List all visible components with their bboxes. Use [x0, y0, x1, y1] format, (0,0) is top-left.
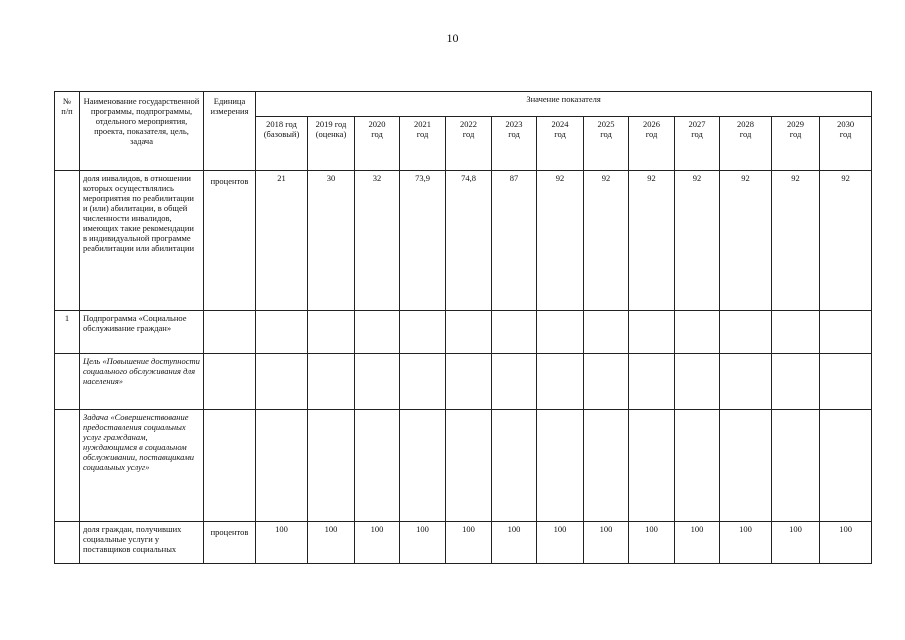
header-year-10 — [720, 117, 772, 171]
row-value — [400, 410, 446, 522]
row-value: 100 — [256, 522, 308, 564]
row-value — [675, 410, 720, 522]
row-value: 92 — [820, 171, 872, 311]
header-year-note: год — [554, 129, 566, 140]
row-value — [537, 311, 584, 354]
row-value — [820, 410, 872, 522]
row-value: 74,8 — [446, 171, 492, 311]
row-unit — [204, 311, 256, 354]
header-year-note: год — [739, 129, 752, 140]
header-year-1 — [308, 117, 355, 171]
header-year-label: 2024 — [551, 119, 569, 129]
row-value — [400, 354, 446, 410]
row-value: 100 — [400, 522, 446, 564]
page-number: 10 — [446, 31, 459, 45]
row-name: Цель «Повышение доступности социального обслуживания для населения» — [80, 354, 204, 410]
header-year-note: год — [789, 129, 802, 140]
row-value: 92 — [629, 171, 675, 311]
header-year-11 — [772, 117, 820, 171]
row-unit — [204, 354, 256, 410]
row-value — [820, 311, 872, 354]
header-year-label: 2026 — [643, 119, 660, 129]
row-value — [492, 311, 537, 354]
header-year-label: 2021 — [414, 119, 431, 129]
row-number — [55, 522, 80, 564]
row-value — [584, 354, 629, 410]
row-value: 100 — [629, 522, 675, 564]
row-name: Подпрограмма «Социальное обслуживание граждан» — [80, 311, 204, 354]
row-unit: процентов — [204, 522, 256, 564]
header-year-label: 2025 — [597, 119, 615, 129]
table-row — [55, 410, 872, 522]
row-value — [772, 311, 820, 354]
header-year-6 — [537, 117, 584, 171]
row-value: 73,9 — [400, 171, 446, 311]
row-value — [584, 311, 629, 354]
header-year-note: год — [645, 129, 658, 140]
header-year-label: 2022 — [460, 119, 477, 129]
header-year-label: 2027 — [688, 119, 706, 129]
row-value: 21 — [256, 171, 308, 311]
header-year-12 — [820, 117, 872, 171]
row-value — [308, 311, 355, 354]
row-value — [446, 311, 492, 354]
row-value — [400, 311, 446, 354]
header-year-label: 2019 год — [315, 119, 347, 129]
header-year-0 — [256, 117, 308, 171]
header-year-note: (оценка) — [315, 129, 347, 140]
row-number — [55, 171, 80, 311]
header-values-group: Значение показателя — [256, 92, 872, 117]
row-value — [537, 410, 584, 522]
table-row — [55, 522, 872, 564]
row-unit: процентов — [204, 171, 256, 311]
row-value — [675, 354, 720, 410]
row-value — [629, 354, 675, 410]
row-value: 100 — [772, 522, 820, 564]
row-value: 92 — [675, 171, 720, 311]
row-value: 100 — [308, 522, 355, 564]
header-year-7 — [584, 117, 629, 171]
row-number — [55, 410, 80, 522]
header-year-note: год — [600, 129, 612, 140]
header-year-note: год — [462, 129, 475, 140]
row-value: 100 — [446, 522, 492, 564]
indicator-table — [54, 91, 872, 564]
row-value — [308, 354, 355, 410]
row-value: 100 — [584, 522, 629, 564]
header-year-note: год — [371, 129, 383, 140]
row-value: 92 — [772, 171, 820, 311]
row-value — [720, 354, 772, 410]
table-row — [55, 354, 872, 410]
header-year-label: 2028 — [737, 119, 754, 129]
row-name: доля инвалидов, в отношении которых осуществлялись мероприятия по реабилитации и (или) абилитации, в общей численности инвалидов, имеющих такие рекомендации в индивидуальной программе реабилитации или абилитации — [80, 171, 204, 311]
row-value — [308, 410, 355, 522]
header-year-9 — [675, 117, 720, 171]
row-value — [629, 311, 675, 354]
header-year-note: год — [839, 129, 852, 140]
row-value — [772, 410, 820, 522]
header-year-note: (базовый) — [263, 129, 300, 140]
row-value — [675, 311, 720, 354]
row-value: 92 — [584, 171, 629, 311]
header-unit: Единица измерения — [204, 92, 256, 171]
row-value: 30 — [308, 171, 355, 311]
header-year-note: год — [416, 129, 429, 140]
header-year-2 — [355, 117, 400, 171]
header-year-label: 2023 — [505, 119, 523, 129]
header-year-5 — [492, 117, 537, 171]
row-value — [772, 354, 820, 410]
row-value — [629, 410, 675, 522]
row-value — [355, 311, 400, 354]
row-value: 87 — [492, 171, 537, 311]
row-number: 1 — [55, 311, 80, 354]
row-value — [820, 354, 872, 410]
row-value: 92 — [720, 171, 772, 311]
header-year-3 — [400, 117, 446, 171]
header-year-label: 2030 — [837, 119, 855, 129]
row-value: 92 — [537, 171, 584, 311]
row-number — [55, 354, 80, 410]
row-name: доля граждан, получивших социальные услуги у поставщиков социальных — [80, 522, 204, 564]
row-value — [537, 354, 584, 410]
header-year-4 — [446, 117, 492, 171]
header-year-label: 2018 год — [266, 119, 297, 129]
header-year-label: 2029 — [787, 119, 804, 129]
row-value: 32 — [355, 171, 400, 311]
row-value: 100 — [720, 522, 772, 564]
row-value — [355, 354, 400, 410]
row-value — [256, 410, 308, 522]
row-value — [355, 410, 400, 522]
row-value: 100 — [537, 522, 584, 564]
row-value: 100 — [492, 522, 537, 564]
row-value — [720, 311, 772, 354]
header-year-8 — [629, 117, 675, 171]
table-row — [55, 171, 872, 311]
row-value: 100 — [820, 522, 872, 564]
header-name: Наименование государственной программы, подпрограммы, отдельного мероприятия, проекта, показателя, цель, задача — [80, 92, 204, 171]
row-value — [720, 410, 772, 522]
row-unit — [204, 410, 256, 522]
row-value — [492, 410, 537, 522]
table-body — [55, 171, 872, 564]
header-num: № п/п — [55, 92, 80, 171]
header-year-note: год — [691, 129, 703, 140]
header-year-note: год — [508, 129, 520, 140]
row-value — [492, 354, 537, 410]
row-value — [256, 311, 308, 354]
row-value — [446, 410, 492, 522]
table-row — [55, 311, 872, 354]
row-name: Задача «Совершенствование предоставления социальных услуг гражданам, нуждающимся в социальном обслуживании, поставщиками социальных услуг» — [80, 410, 204, 522]
row-value — [446, 354, 492, 410]
row-value — [584, 410, 629, 522]
row-value — [256, 354, 308, 410]
header-year-label: 2020 — [368, 119, 386, 129]
row-value: 100 — [355, 522, 400, 564]
row-value: 100 — [675, 522, 720, 564]
